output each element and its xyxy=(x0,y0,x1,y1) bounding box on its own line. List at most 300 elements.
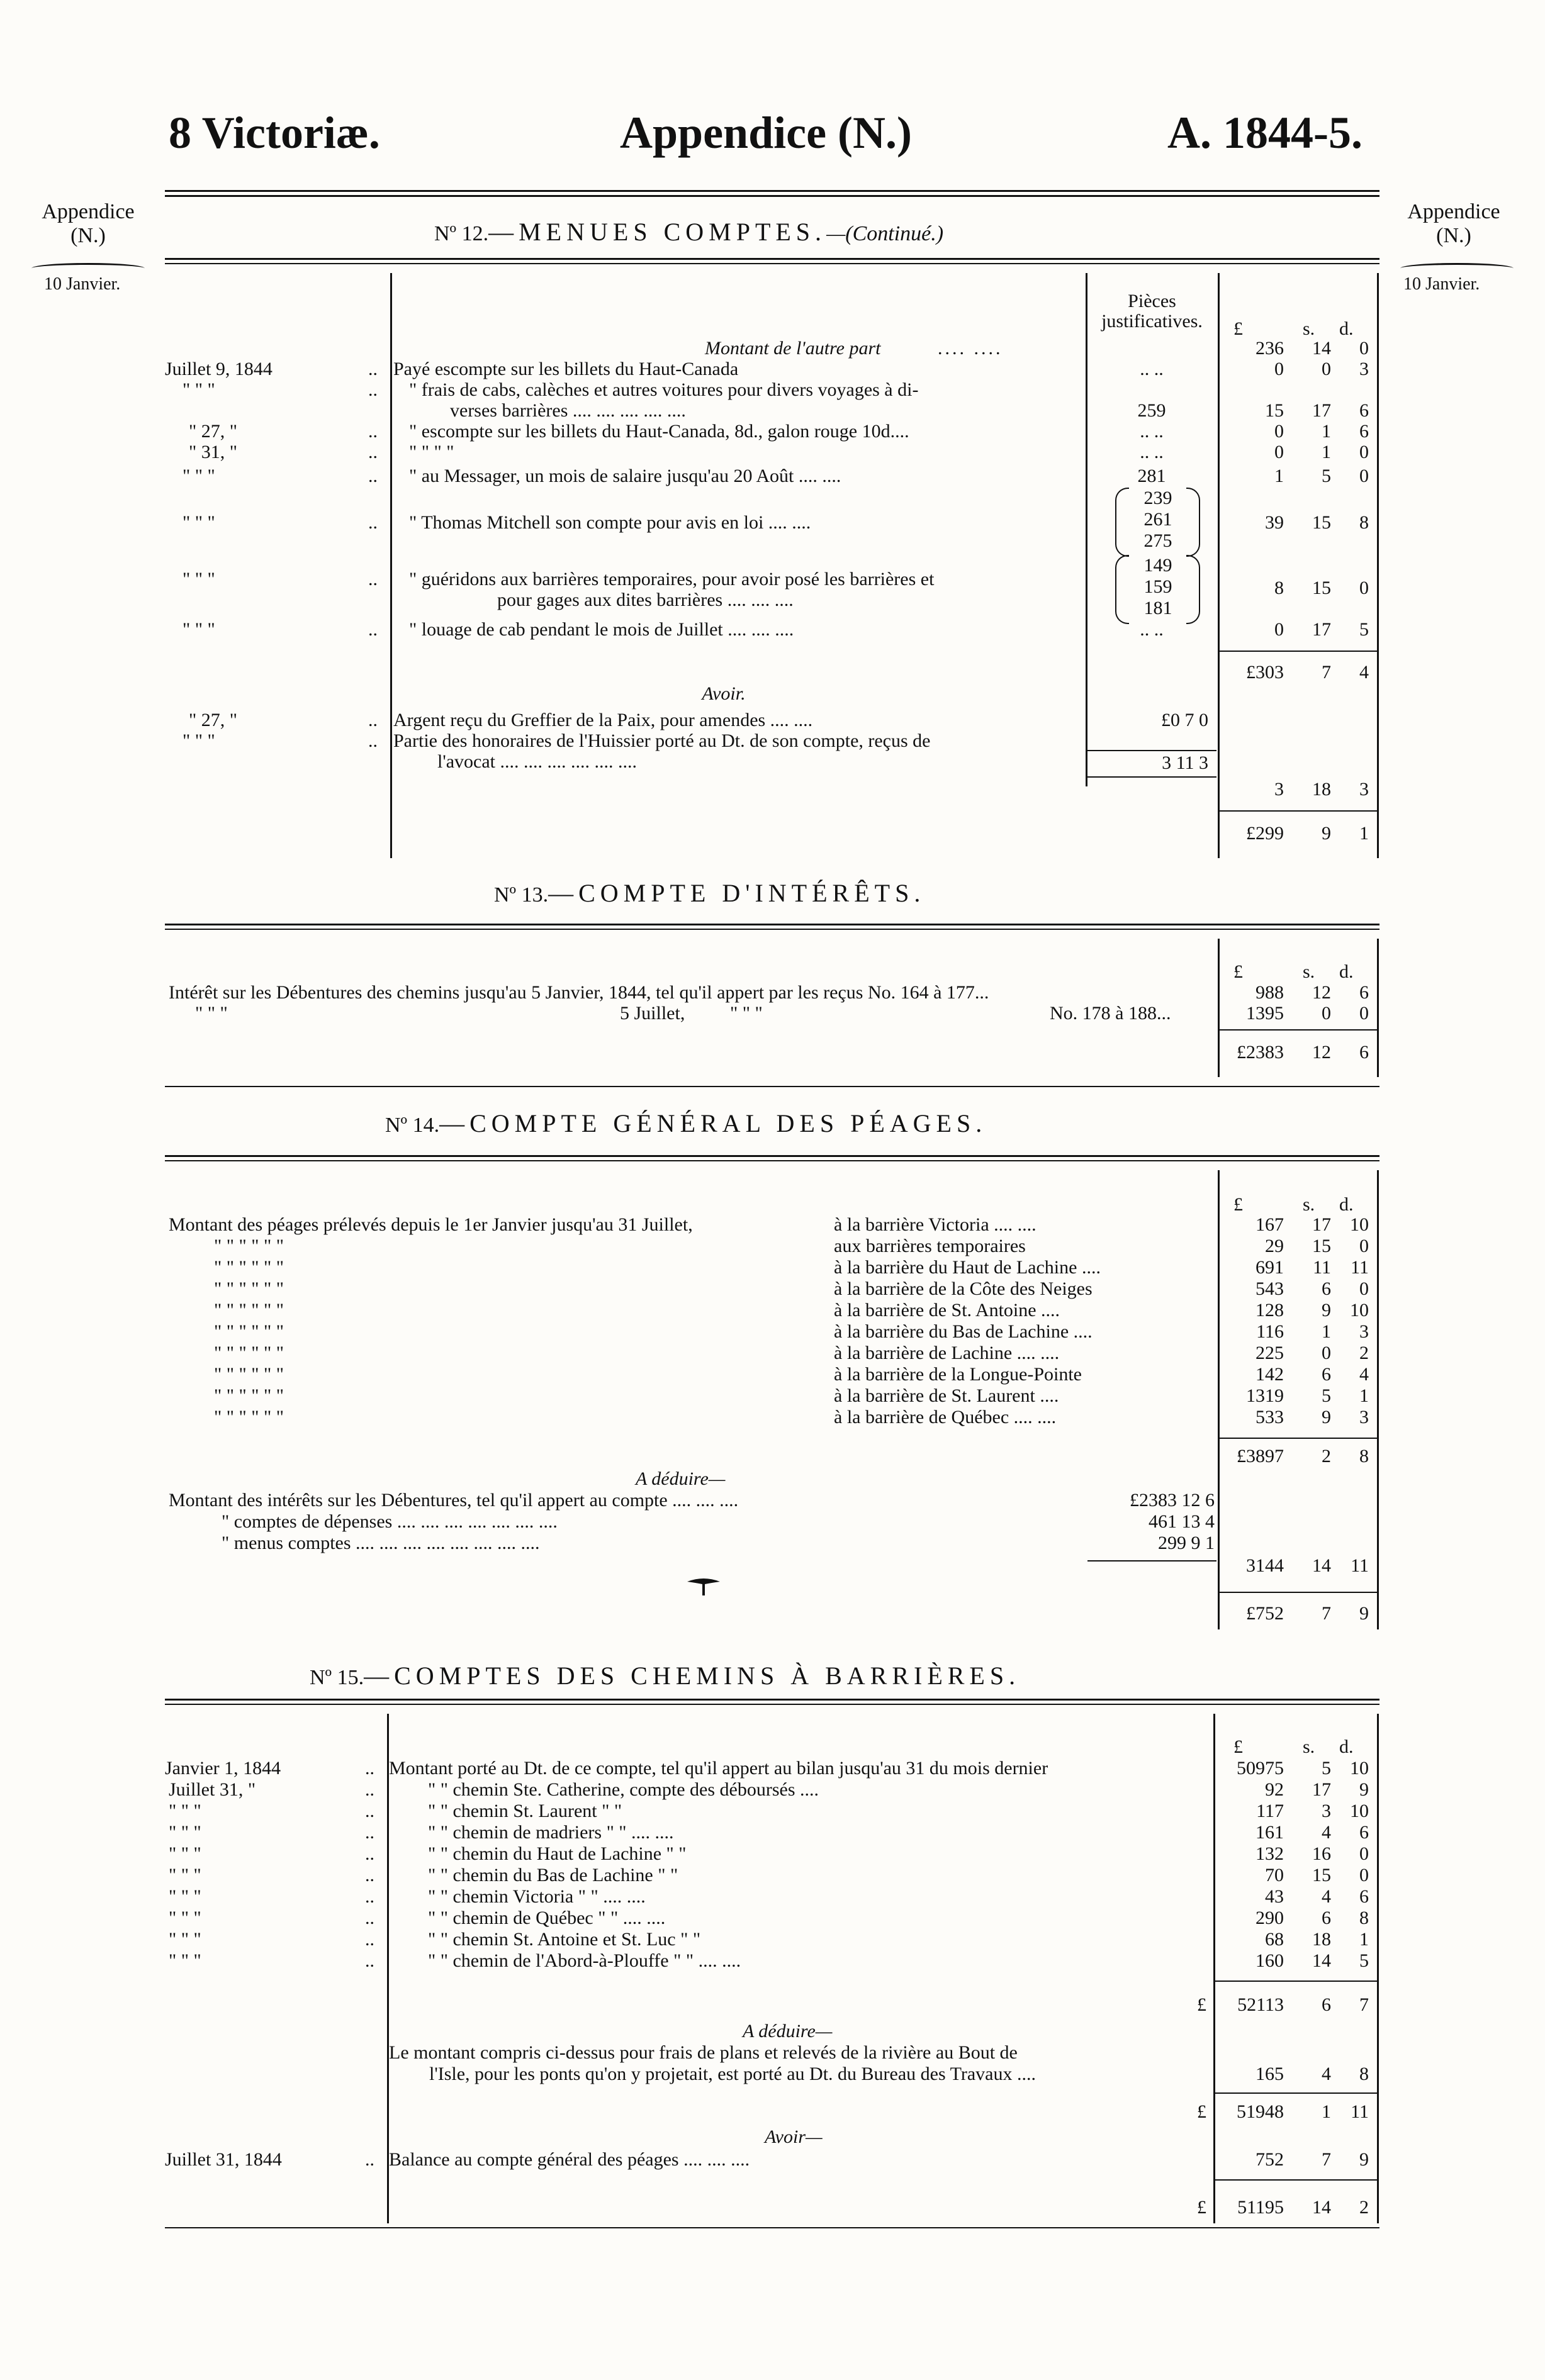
entry-piece: 239 xyxy=(1143,488,1172,508)
column-rule xyxy=(1377,1170,1379,1629)
amount-pence: 3 xyxy=(1359,1321,1369,1342)
entry-piece: 181 xyxy=(1143,598,1172,618)
amount-pounds: 290 xyxy=(1256,1908,1284,1928)
pound-sign: £ xyxy=(1197,1994,1206,2015)
ditto-marks: " " " " " " xyxy=(214,1385,284,1406)
entry-text: " " chemin de l'Abord-à-Plouffe " " .... .... xyxy=(428,1950,741,1971)
amount-shillings: 0 xyxy=(1322,1003,1331,1024)
amount-shillings: 9 xyxy=(1322,1407,1331,1427)
column-rule xyxy=(1086,273,1087,786)
entry-text: " " chemin de Québec " " .... .... xyxy=(428,1908,666,1928)
amount-pence: 0 xyxy=(1359,1003,1369,1024)
amount-shillings: 9 xyxy=(1322,823,1331,844)
amount-pence: 8 xyxy=(1359,1908,1369,1928)
entry-text: " " chemin Ste. Catherine, compte des déboursés .... xyxy=(428,1779,819,1800)
amount-pence: 10 xyxy=(1350,1214,1369,1235)
col-shillings-header: s. xyxy=(1303,318,1315,339)
entry-text: No. 178 à 188... xyxy=(1050,1003,1171,1024)
amount-pence: 0 xyxy=(1359,1843,1369,1864)
rule xyxy=(165,1699,1379,1701)
amount-shillings: 15 xyxy=(1312,512,1331,533)
entry-text: l'avocat .... .... .... .... .... .... xyxy=(437,751,638,772)
amount-pence: 0 xyxy=(1359,338,1369,359)
amount-pence: 10 xyxy=(1350,1300,1369,1321)
entry-text: l'Isle, pour les ponts qu'on y projetait, est porté au Dt. du Bureau des Travaux .... xyxy=(429,2064,1036,2084)
column-rule xyxy=(1377,273,1379,858)
dots-sep: .. xyxy=(365,2149,374,2170)
amount-pounds: 51948 xyxy=(1237,2101,1284,2122)
dots-sep: .. xyxy=(368,512,378,533)
amount-pence: 0 xyxy=(1359,442,1369,462)
amount-pounds: 988 xyxy=(1256,982,1284,1003)
entry-piece: 159 xyxy=(1143,576,1172,597)
sum-rule xyxy=(1215,1981,1377,1982)
sum-rule xyxy=(1220,651,1377,652)
amount-shillings: 5 xyxy=(1322,1385,1331,1406)
ditto-marks: " " " " " " xyxy=(214,1236,284,1256)
section-15-title xyxy=(310,1661,1020,1690)
entry-text: " " chemin de madriers " " .... .... xyxy=(428,1822,674,1843)
sum-rule xyxy=(1220,1592,1377,1593)
amount-shillings: 12 xyxy=(1312,1042,1331,1063)
column-rule xyxy=(390,273,392,858)
amount-pence: 4 xyxy=(1359,662,1369,683)
amount-shillings: 1 xyxy=(1322,2101,1331,2122)
amount-pence: 6 xyxy=(1359,1886,1369,1907)
amount-pence: 1 xyxy=(1359,823,1369,844)
running-header-center: Appendice (N.) xyxy=(620,108,912,158)
amount-pounds: 68 xyxy=(1265,1929,1284,1950)
entry-date: Janvier 1, 1844 xyxy=(165,1758,281,1779)
amount-shillings: 3 xyxy=(1322,1801,1331,1821)
dots-sep: .. xyxy=(365,1801,374,1821)
amount-pounds: 236 xyxy=(1256,338,1284,359)
entry-date: " " " xyxy=(183,379,215,400)
amount-shillings: 14 xyxy=(1312,1950,1331,1971)
amount-pence: 6 xyxy=(1359,982,1369,1003)
entry-text: " louage de cab pendant le mois de Juillet .... .... .... xyxy=(409,619,794,640)
amount-pounds: 1 xyxy=(1274,466,1284,486)
entry-piece: 281 xyxy=(1137,466,1166,486)
col-pounds-header: £ xyxy=(1233,318,1243,339)
toll-barrier-label: à la barrière de Québec .... .... xyxy=(834,1407,1057,1427)
col-pounds-header: £ xyxy=(1233,1194,1243,1215)
amount-pence: 5 xyxy=(1359,619,1369,640)
entry-text: Le montant compris ci-dessus pour frais de plans et relevés de la rivière au Bout de xyxy=(389,2042,1018,2063)
amount-pounds: 29 xyxy=(1265,1236,1284,1256)
amount-pence: 1 xyxy=(1359,1385,1369,1406)
entry-date: " " " xyxy=(169,1865,201,1886)
entry-text: Argent reçu du Greffier de la Paix, pour amendes .... .... xyxy=(393,710,813,730)
amount-pounds: 0 xyxy=(1274,421,1284,442)
section-title-text: —COMPTE D'INTÉRÊTS. xyxy=(548,879,926,907)
amount-pounds: 117 xyxy=(1256,1801,1284,1821)
amount-pounds: 43 xyxy=(1265,1886,1284,1907)
amount-pounds: 39 xyxy=(1265,512,1284,533)
amount-shillings: 7 xyxy=(1322,662,1331,683)
amount-pence: 6 xyxy=(1359,421,1369,442)
amount-pence: 2 xyxy=(1359,2197,1369,2218)
rule xyxy=(165,190,1379,192)
amount-shillings: 9 xyxy=(1322,1300,1331,1321)
toll-barrier-label: à la barrière de Lachine .... .... xyxy=(834,1343,1060,1363)
dots-sep: .. xyxy=(365,1843,374,1864)
sum-rule xyxy=(1220,810,1377,812)
section-continued: —(Continué.) xyxy=(826,222,944,245)
toll-barrier-label: à la barrière du Haut de Lachine .... xyxy=(834,1257,1101,1278)
margin-label-left xyxy=(25,200,151,248)
col-pence-header: d. xyxy=(1339,1736,1354,1757)
dots-sep: .. xyxy=(365,1865,374,1886)
entry-text: Balance au compte général des péages .... .... .... xyxy=(389,2149,750,2170)
ditto-marks: " " " " " " xyxy=(214,1364,284,1385)
amount-pence: 1 xyxy=(1359,1929,1369,1950)
entry-text: " escompte sur les billets du Haut-Canada, 8d., galon rouge 10d.... xyxy=(409,421,909,442)
amount-pence: 3 xyxy=(1359,359,1369,379)
entry-text: Montant des intérêts sur les Débentures, tel qu'il appert au compte .... .... .... xyxy=(169,1490,739,1511)
amount-pounds: 543 xyxy=(1256,1278,1284,1299)
amount-pence: 7 xyxy=(1359,1994,1369,2015)
amount-pounds: 3 xyxy=(1274,779,1284,800)
entry-text: " guéridons aux barrières temporaires, pour avoir posé les barrières et xyxy=(409,569,935,589)
entry-amount: £2383 12 6 xyxy=(1130,1490,1215,1511)
entry-text: Partie des honoraires de l'Huissier porté au Dt. de son compte, reçus de xyxy=(393,730,931,751)
dots-sep: .. xyxy=(368,730,378,751)
amount-shillings: 6 xyxy=(1322,1908,1331,1928)
entry-date: " " " xyxy=(169,1950,201,1971)
dots-sep: .. xyxy=(368,619,378,640)
section-number: Nº 14. xyxy=(385,1114,440,1137)
entry-piece: .. .. xyxy=(1140,442,1164,462)
avoir-label: Avoir— xyxy=(765,2126,823,2147)
ditto-marks: " " " " " " xyxy=(214,1343,284,1363)
amount-pounds: 1395 xyxy=(1246,1003,1284,1024)
margin-brace-right xyxy=(1400,263,1514,274)
section-title-text: —COMPTE GÉNÉRAL DES PÉAGES. xyxy=(439,1109,987,1137)
entry-text: " " chemin St. Antoine et St. Luc " " xyxy=(428,1929,701,1950)
margin-brace-left xyxy=(31,263,145,274)
dots-sep: .. xyxy=(365,1822,374,1843)
amount-shillings: 15 xyxy=(1312,578,1331,598)
rule xyxy=(165,1160,1379,1161)
amount-shillings: 15 xyxy=(1312,1865,1331,1886)
pieces-column-header: Pièces justificatives. xyxy=(1101,291,1203,332)
toll-barrier-label: à la barrière de la Longue-Pointe xyxy=(834,1364,1082,1385)
amount-pence: 3 xyxy=(1359,779,1369,800)
entry-date: " " " xyxy=(169,1886,201,1907)
running-header-right: A. 1844-5. xyxy=(1167,108,1362,158)
amount-pence: 10 xyxy=(1350,1758,1369,1779)
amount-pence: 8 xyxy=(1359,1446,1369,1467)
amount-pounds: 0 xyxy=(1274,619,1284,640)
entry-text: Montant porté au Dt. de ce compte, tel qu'il appert au bilan jusqu'au 31 du mois dernier xyxy=(389,1758,1048,1779)
amount-pence: 5 xyxy=(1359,1950,1369,1971)
amount-pence: 8 xyxy=(1359,512,1369,533)
section-number: Nº 15. xyxy=(310,1666,364,1689)
column-rule xyxy=(1213,1714,1215,2223)
amount-pounds: £3897 xyxy=(1237,1446,1284,1467)
entry-text: Payé escompte sur les billets du Haut-Canada xyxy=(393,359,739,379)
ditto-marks: " " " " " " xyxy=(214,1407,284,1427)
rule xyxy=(165,263,1379,264)
amount-pounds: £2383 xyxy=(1237,1042,1284,1063)
amount-pence: 6 xyxy=(1359,400,1369,421)
entry-piece: .. .. xyxy=(1140,359,1164,379)
toll-barrier-label: à la barrière de la Côte des Neiges xyxy=(834,1278,1093,1299)
sum-rule xyxy=(1215,2179,1377,2181)
col-pence-header: d. xyxy=(1339,1194,1354,1215)
entry-amount: 461 13 4 xyxy=(1149,1511,1215,1532)
entry-date: " " " xyxy=(169,1843,201,1864)
margin-label-right xyxy=(1388,200,1520,248)
amount-pence: 0 xyxy=(1359,1278,1369,1299)
amount-pounds: 15 xyxy=(1265,400,1284,421)
section-number: Nº 13. xyxy=(494,883,549,907)
amount-pounds: £752 xyxy=(1246,1603,1284,1624)
dots-sep: .. xyxy=(365,1929,374,1950)
amount-pence: 9 xyxy=(1359,1603,1369,1624)
col-pence-header: d. xyxy=(1339,318,1354,339)
dots-sep: .. xyxy=(368,421,378,442)
col-shillings-header: s. xyxy=(1303,1736,1315,1757)
amount-shillings: 18 xyxy=(1312,779,1331,800)
toll-barrier-label: à la barrière de St. Antoine .... xyxy=(834,1300,1060,1321)
amount-pounds: 0 xyxy=(1274,359,1284,379)
dots-sep: .. xyxy=(368,442,378,462)
leader-dots: .... .... xyxy=(938,338,1003,359)
toll-barrier-label: à la barrière de St. Laurent .... xyxy=(834,1385,1059,1406)
amount-shillings: 2 xyxy=(1322,1446,1331,1467)
entry-date: Juillet 31, " xyxy=(169,1779,256,1800)
entry-amount: 299 9 1 xyxy=(1158,1533,1215,1553)
entry-amount: £0 7 0 xyxy=(1161,710,1208,730)
entry-text: " au Messager, un mois de salaire jusqu'au 20 Août .... .... xyxy=(409,466,841,486)
amount-shillings: 14 xyxy=(1312,338,1331,359)
col-pounds-header: £ xyxy=(1233,1736,1243,1757)
amount-shillings: 4 xyxy=(1322,2064,1331,2084)
amount-pounds: 52113 xyxy=(1237,1994,1284,2015)
entry-piece: 275 xyxy=(1143,530,1172,551)
entry-date: " " " xyxy=(169,1822,201,1843)
printer-ornament-icon xyxy=(686,1573,721,1598)
rule xyxy=(165,924,1379,925)
amount-pounds: 51195 xyxy=(1237,2197,1284,2218)
amount-pence: 6 xyxy=(1359,1042,1369,1063)
amount-shillings: 4 xyxy=(1322,1822,1331,1843)
amount-shillings: 15 xyxy=(1312,1236,1331,1256)
amount-shillings: 11 xyxy=(1313,1257,1331,1278)
dots-sep: .. xyxy=(368,710,378,730)
amount-shillings: 6 xyxy=(1322,1994,1331,2015)
section-14-title xyxy=(385,1109,987,1138)
entry-text: 5 Juillet, xyxy=(620,1003,685,1024)
dots-sep: .. xyxy=(368,379,378,400)
entry-date: " " " xyxy=(183,512,215,533)
amount-shillings: 17 xyxy=(1312,1214,1331,1235)
dots-sep: .. xyxy=(368,569,378,589)
entry-text: " " chemin Victoria " " .... .... xyxy=(428,1886,646,1907)
entry-date: Juillet 31, 1844 xyxy=(165,2149,282,2170)
amount-shillings: 1 xyxy=(1322,1321,1331,1342)
amount-pence: 9 xyxy=(1359,1779,1369,1800)
amount-pence: 0 xyxy=(1359,1865,1369,1886)
rule xyxy=(165,258,1379,260)
amount-shillings: 7 xyxy=(1322,2149,1331,2170)
entry-piece: 259 xyxy=(1137,400,1166,421)
lead-text: Montant des péages prélevés depuis le 1er Janvier jusqu'au 31 Juillet, xyxy=(169,1214,693,1235)
entry-text: " " " " xyxy=(409,442,454,462)
entry-date: " 31, " xyxy=(189,442,237,462)
amount-pounds: 752 xyxy=(1256,2149,1284,2170)
deduct-label: A déduire— xyxy=(743,2021,833,2042)
amount-pounds: £303 xyxy=(1246,662,1284,683)
column-rule xyxy=(1377,1714,1379,2223)
deduct-label: A déduire— xyxy=(636,1468,726,1489)
amount-pounds: 128 xyxy=(1256,1300,1284,1321)
amount-pounds: 1319 xyxy=(1246,1385,1284,1406)
dots-sep: .. xyxy=(365,1779,374,1800)
dots-sep: .. xyxy=(368,466,378,486)
rule xyxy=(165,1086,1379,1087)
amount-shillings: 12 xyxy=(1312,982,1331,1003)
margin-label-text: Appendice xyxy=(1407,200,1500,223)
entry-text: " Thomas Mitchell son compte pour avis en loi .... .... xyxy=(409,512,811,533)
margin-date-left: 10 Janvier. xyxy=(44,274,121,294)
amount-pounds: 142 xyxy=(1256,1364,1284,1385)
amount-pence: 11 xyxy=(1351,1257,1369,1278)
ditto-marks: " " " xyxy=(195,1003,228,1024)
margin-label-text: Appendice xyxy=(42,200,135,223)
amount-pounds: £299 xyxy=(1246,823,1284,844)
amount-pounds: 533 xyxy=(1256,1407,1284,1427)
running-header-left: 8 Victoriæ. xyxy=(169,108,380,158)
rule xyxy=(165,195,1379,197)
amount-pounds: 691 xyxy=(1256,1257,1284,1278)
entry-text: verses barrières .... .... .... .... .... xyxy=(450,400,686,421)
dots-sep: .. xyxy=(365,1758,374,1779)
amount-pence: 0 xyxy=(1359,466,1369,486)
amount-pounds: 92 xyxy=(1265,1779,1284,1800)
amount-pence: 8 xyxy=(1359,2064,1369,2084)
entry-piece: .. .. xyxy=(1140,421,1164,442)
amount-shillings: 18 xyxy=(1312,1929,1331,1950)
amount-pence: 11 xyxy=(1351,1555,1369,1576)
amount-pence: 6 xyxy=(1359,1822,1369,1843)
pound-sign: £ xyxy=(1197,2101,1206,2122)
amount-pounds: 165 xyxy=(1256,2064,1284,2084)
amount-shillings: 17 xyxy=(1312,619,1331,640)
ditto-marks: " " " " " " xyxy=(214,1278,284,1299)
col-pence-header: d. xyxy=(1339,961,1354,982)
ditto-marks: " " " xyxy=(730,1003,763,1024)
amount-shillings: 16 xyxy=(1312,1843,1331,1864)
column-rule xyxy=(1218,273,1220,858)
sum-rule xyxy=(1220,1438,1377,1439)
col-pounds-header: £ xyxy=(1233,961,1243,982)
rule xyxy=(165,1155,1379,1157)
entry-text: " " chemin St. Laurent " " xyxy=(428,1801,622,1821)
amount-shillings: 4 xyxy=(1322,1886,1331,1907)
amount-pounds: 225 xyxy=(1256,1343,1284,1363)
amount-pounds: 161 xyxy=(1256,1822,1284,1843)
entry-amount: 3 11 3 xyxy=(1162,752,1208,773)
entry-date: " " " xyxy=(183,619,215,640)
rule xyxy=(165,2227,1379,2228)
entry-date: " " " xyxy=(169,1801,201,1821)
amount-pence: 0 xyxy=(1359,1236,1369,1256)
amount-shillings: 6 xyxy=(1322,1278,1331,1299)
amount-pounds: 132 xyxy=(1256,1843,1284,1864)
sum-rule xyxy=(1220,1029,1377,1031)
amount-pounds: 116 xyxy=(1256,1321,1284,1342)
section-title-text: —MENUES COMPTES. xyxy=(488,218,827,246)
entry-text: Intérêt sur les Débentures des chemins jusqu'au 5 Janvier, 1844, tel qu'il appert par les reçus No. 164 à 177... xyxy=(169,982,989,1003)
rule xyxy=(165,1704,1379,1705)
entry-date: " " " xyxy=(183,569,215,589)
dots-sep: .. xyxy=(365,1886,374,1907)
amount-pence: 4 xyxy=(1359,1364,1369,1385)
amount-pence: 11 xyxy=(1351,2101,1369,2122)
column-rule xyxy=(1218,939,1220,1077)
amount-shillings: 0 xyxy=(1322,1343,1331,1363)
amount-pounds: 3144 xyxy=(1246,1555,1284,1576)
amount-pounds: 160 xyxy=(1256,1950,1284,1971)
amount-shillings: 17 xyxy=(1312,1779,1331,1800)
ditto-marks: " " " " " " xyxy=(214,1300,284,1321)
amount-shillings: 5 xyxy=(1322,1758,1331,1779)
entry-date: Juillet 9, 1844 xyxy=(165,359,272,379)
entry-text: pour gages aux dites barrières .... .... .... xyxy=(497,589,794,610)
section-12-title xyxy=(434,217,943,247)
amount-shillings: 5 xyxy=(1322,466,1331,486)
amount-pence: 0 xyxy=(1359,578,1369,598)
column-rule xyxy=(1377,939,1379,1077)
section-13-title xyxy=(494,878,925,908)
entry-date: " " " xyxy=(183,730,215,751)
section-title-text: —COMPTES DES CHEMINS À BARRIÈRES. xyxy=(364,1662,1021,1690)
margin-date-right: 10 Janvier. xyxy=(1403,274,1480,294)
toll-barrier-label: à la barrière Victoria .... .... xyxy=(834,1214,1037,1235)
amount-shillings: 14 xyxy=(1312,2197,1331,2218)
ditto-marks: " " " " " " xyxy=(214,1257,284,1278)
pound-sign: £ xyxy=(1197,2197,1206,2218)
column-rule xyxy=(387,1714,389,2223)
amount-pence: 2 xyxy=(1359,1343,1369,1363)
amount-pounds: 70 xyxy=(1265,1865,1284,1886)
amount-pounds: 167 xyxy=(1256,1214,1284,1235)
amount-pounds: 0 xyxy=(1274,442,1284,462)
margin-sublabel-text: (N.) xyxy=(1436,224,1471,247)
entry-text: " menus comptes .... .... .... .... .... .... .... .... xyxy=(222,1533,540,1553)
sum-rule xyxy=(1087,776,1216,778)
entry-date: " " " xyxy=(169,1929,201,1950)
entry-piece: .. .. xyxy=(1140,619,1164,640)
amount-pence: 3 xyxy=(1359,1407,1369,1427)
col-shillings-header: s. xyxy=(1303,961,1315,982)
carried-forward-label: Montant de l'autre part xyxy=(705,338,881,359)
margin-sublabel-text: (N.) xyxy=(70,224,106,247)
entry-piece: 261 xyxy=(1143,509,1172,530)
avoir-label: Avoir. xyxy=(702,683,746,704)
rule xyxy=(165,929,1379,930)
amount-shillings: 1 xyxy=(1322,421,1331,442)
sum-rule xyxy=(1087,750,1216,751)
toll-barrier-label: à la barrière du Bas de Lachine .... xyxy=(834,1321,1093,1342)
amount-shillings: 0 xyxy=(1322,359,1331,379)
entry-text: " " chemin du Haut de Lachine " " xyxy=(428,1843,687,1864)
amount-shillings: 14 xyxy=(1312,1555,1331,1576)
amount-shillings: 6 xyxy=(1322,1364,1331,1385)
